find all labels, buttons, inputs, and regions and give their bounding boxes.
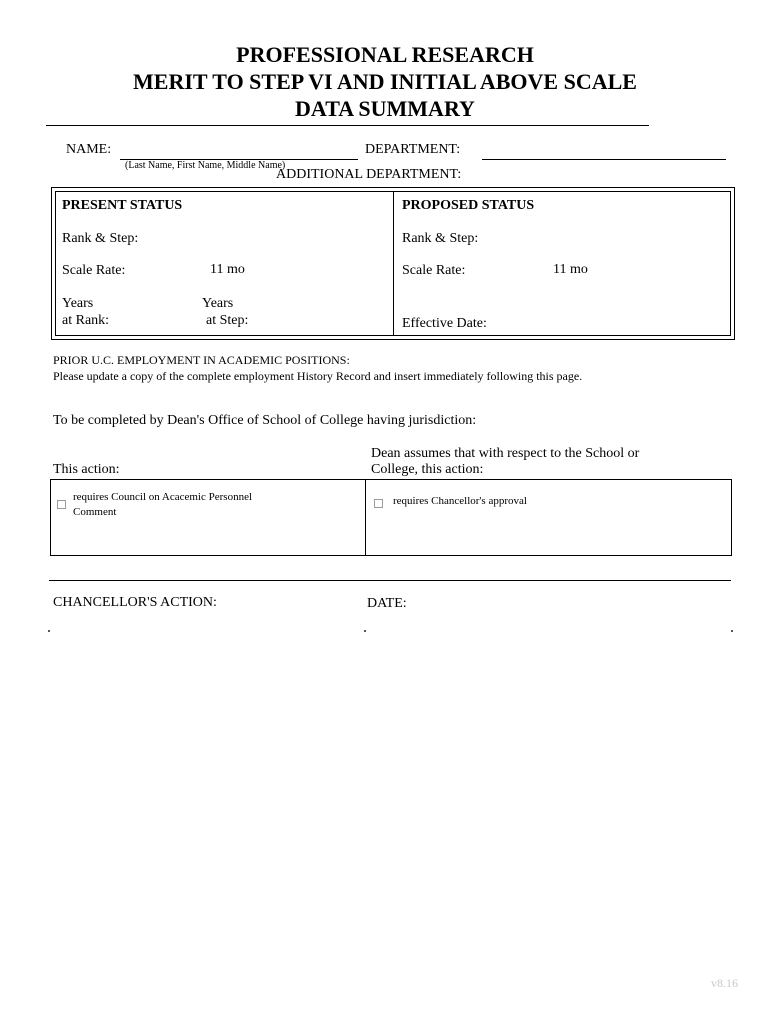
proposed-status-heading: PROPOSED STATUS: [402, 198, 535, 213]
dean-assumes-line-2: College, this action:: [371, 462, 484, 477]
years-at-step-label-line-1: Years: [202, 296, 234, 311]
prior-employment-instruction: Please update a copy of the complete employment History Record and insert immediately following this page.: [53, 369, 583, 383]
additional-department-label: ADDITIONAL DEPARTMENT:: [276, 167, 462, 182]
title-rule: [46, 125, 649, 126]
form-title-line-3: DATA SUMMARY: [295, 96, 475, 121]
years-at-rank-label-line-1: Years: [62, 296, 94, 311]
form-version: v8.16: [711, 976, 738, 990]
name-label: NAME:: [66, 142, 112, 157]
field-mark-dot: [364, 630, 366, 632]
proposed-scale-rate-value: 11 mo: [553, 262, 588, 277]
name-hint: (Last Name, First Name, Middle Name): [125, 160, 286, 171]
status-box-divider: [393, 191, 394, 336]
deans-office-instruction: To be completed by Dean's Office of School of College having jurisdiction:: [53, 413, 477, 428]
chancellor-approval-checkbox[interactable]: [374, 499, 383, 508]
present-scale-rate-value: 11 mo: [210, 262, 245, 277]
chancellor-section-rule: [49, 580, 731, 581]
council-checkbox[interactable]: [57, 500, 66, 509]
years-at-rank-label-line-2: at Rank:: [62, 313, 110, 328]
chancellors-action-label: CHANCELLOR'S ACTION:: [53, 595, 217, 610]
date-label: DATE:: [367, 596, 407, 611]
proposed-scale-rate-label: Scale Rate:: [402, 263, 466, 278]
dean-assumes-line-1: Dean assumes that with respect to the School or: [371, 446, 640, 461]
department-label: DEPARTMENT:: [365, 142, 461, 157]
present-status-heading: PRESENT STATUS: [62, 198, 183, 213]
prior-employment-heading: PRIOR U.C. EMPLOYMENT IN ACADEMIC POSITIONS:: [53, 353, 350, 367]
council-option-line-2: Comment: [73, 506, 117, 518]
action-box-divider: [365, 479, 366, 556]
council-option-line-1: requires Council on Acacemic Personnel: [73, 491, 253, 503]
present-rank-step-label: Rank & Step:: [62, 231, 139, 246]
effective-date-label: Effective Date:: [402, 316, 487, 331]
form-title-line-2: MERIT TO STEP VI AND INITIAL ABOVE SCALE: [133, 69, 637, 94]
field-mark-dot: [48, 630, 50, 632]
proposed-rank-step-label: Rank & Step:: [402, 231, 479, 246]
this-action-label: This action:: [53, 462, 120, 477]
form-title-line-1: PROFESSIONAL RESEARCH: [236, 42, 534, 67]
chancellor-approval-option: requires Chancellor's approval: [393, 495, 527, 507]
years-at-step-label-line-2: at Step:: [206, 313, 249, 328]
present-scale-rate-label: Scale Rate:: [62, 263, 126, 278]
field-mark-dot: [731, 630, 733, 632]
department-field[interactable]: [482, 159, 726, 160]
